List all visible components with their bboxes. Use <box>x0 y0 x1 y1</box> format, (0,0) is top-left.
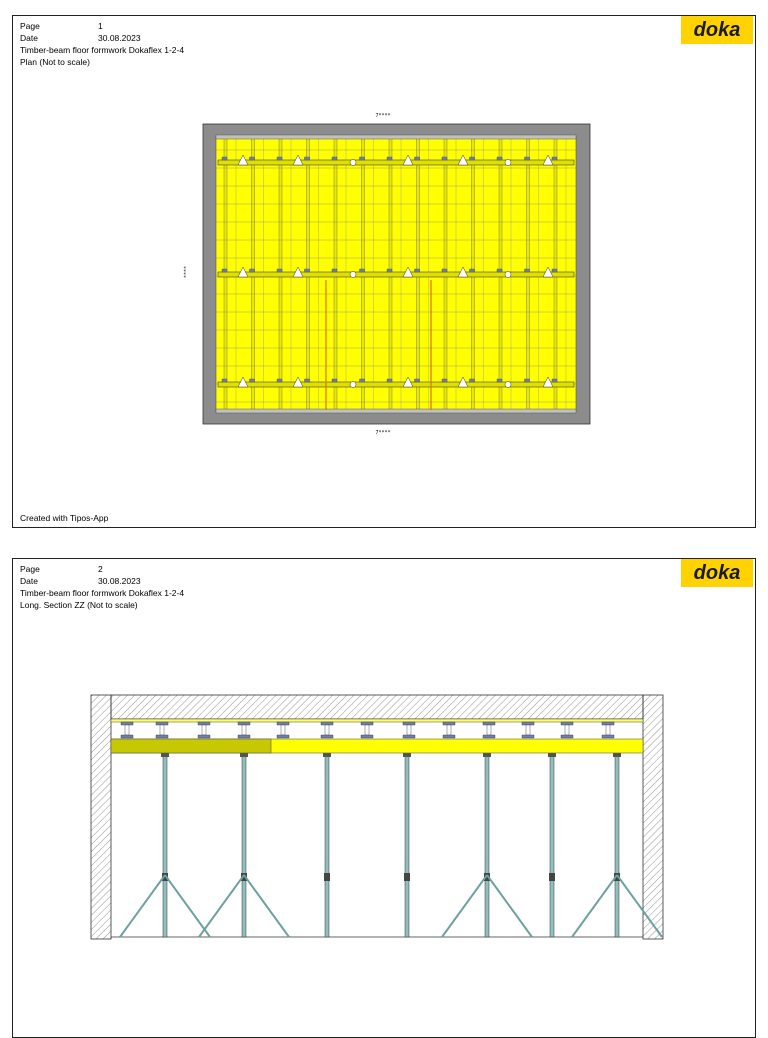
prop-head <box>161 753 169 757</box>
right-wall <box>643 695 663 939</box>
view-title: Long. Section ZZ (Not to scale) <box>20 600 138 610</box>
beam-web <box>242 725 246 735</box>
beam-flange <box>277 735 289 738</box>
beam-flange <box>321 735 333 738</box>
tripod-leg <box>120 875 165 937</box>
beam-web <box>565 725 569 735</box>
beam-web <box>526 725 530 735</box>
prop-head <box>548 753 556 757</box>
tripod-leg <box>199 875 244 937</box>
beam-flange <box>403 722 415 725</box>
dim-mark-bottom: 7**** <box>375 430 391 436</box>
beam-clamp <box>277 379 282 382</box>
beam-clamp <box>525 269 530 272</box>
beam-clamp <box>552 269 557 272</box>
tripod-leg <box>487 875 532 937</box>
beam-web <box>160 725 164 735</box>
main-beam-section <box>111 739 271 753</box>
floor-prop <box>405 755 409 937</box>
beam-clamp <box>497 269 502 272</box>
beam-flange <box>403 735 415 738</box>
beam-web <box>202 725 206 735</box>
prop-head <box>323 753 331 757</box>
beam-clamp <box>470 379 475 382</box>
beam-web <box>606 725 610 735</box>
beam-clamp <box>387 379 392 382</box>
beam-clamp <box>470 157 475 160</box>
beam-clamp <box>360 157 365 160</box>
formwork-sheet <box>111 719 643 722</box>
beam-clamp <box>250 379 255 382</box>
beam-clamp <box>497 379 502 382</box>
main-beam-row <box>218 160 574 165</box>
beam-flange <box>361 722 373 725</box>
beam-clamp <box>442 379 447 382</box>
beam-clamp <box>332 379 337 382</box>
beam-clamp <box>250 157 255 160</box>
beam-clamp <box>442 269 447 272</box>
date-value: 30.08.2023 <box>98 576 141 586</box>
beam-clamp <box>222 379 227 382</box>
doka-logo <box>681 559 753 587</box>
prop-head <box>505 160 511 166</box>
beam-flange <box>483 722 495 725</box>
prop-head <box>403 753 411 757</box>
doka-logo <box>681 16 753 44</box>
beam-flange <box>602 735 614 738</box>
beam-flange <box>561 735 573 738</box>
beam-clamp <box>415 269 420 272</box>
beam-web <box>281 725 285 735</box>
edge-beam-top <box>216 135 576 139</box>
beam-web <box>125 725 129 735</box>
floor-prop <box>615 755 619 937</box>
beam-clamp <box>332 157 337 160</box>
beam-clamp <box>387 157 392 160</box>
beam-flange <box>156 735 168 738</box>
prop-head <box>240 753 248 757</box>
prop-head <box>505 272 511 278</box>
beam-clamp <box>332 269 337 272</box>
page-2-sheet <box>12 558 756 1038</box>
beam-web <box>487 725 491 735</box>
beam-clamp <box>525 379 530 382</box>
floor-prop <box>325 755 329 937</box>
beam-flange <box>321 722 333 725</box>
prop-clamp <box>404 873 410 881</box>
page-label: Page <box>20 21 40 31</box>
prop-head <box>350 272 356 278</box>
beam-flange <box>198 722 210 725</box>
date-label: Date <box>20 576 38 586</box>
beam-clamp <box>305 269 310 272</box>
tripod-leg <box>244 875 289 937</box>
beam-clamp <box>387 269 392 272</box>
main-beam-row <box>218 272 574 277</box>
beam-clamp <box>360 379 365 382</box>
main-beam-row <box>218 382 574 387</box>
beam-clamp <box>360 269 365 272</box>
beam-clamp <box>442 157 447 160</box>
beam-flange <box>277 722 289 725</box>
plan-drawing <box>178 110 578 450</box>
page-1-header <box>20 20 184 68</box>
floor-prop <box>163 755 167 937</box>
beam-flange <box>483 735 495 738</box>
beam-clamp <box>552 379 557 382</box>
beam-flange <box>238 722 250 725</box>
logo-text: doka <box>693 19 741 41</box>
section-drawing <box>87 693 683 943</box>
beam-flange <box>198 735 210 738</box>
beam-web <box>407 725 411 735</box>
left-wall <box>91 695 111 939</box>
floor-prop <box>550 755 554 937</box>
dim-mark-left: **** <box>180 265 186 279</box>
date-label: Date <box>20 33 38 43</box>
beam-web <box>365 725 369 735</box>
page-number: 2 <box>98 564 103 574</box>
beam-flange <box>522 735 534 738</box>
props-group <box>120 722 662 937</box>
page-label: Page <box>20 564 40 574</box>
tripod-leg <box>165 875 210 937</box>
prop-clamp <box>549 873 555 881</box>
beam-flange <box>561 722 573 725</box>
floor-prop <box>242 755 246 937</box>
beam-clamp <box>497 157 502 160</box>
beam-clamp <box>277 269 282 272</box>
logo-text: doka <box>693 562 741 584</box>
beam-clamp <box>222 157 227 160</box>
beam-flange <box>522 722 534 725</box>
beam-clamp <box>415 379 420 382</box>
tripod-leg <box>572 875 617 937</box>
prop-head <box>613 753 621 757</box>
beam-flange <box>443 735 455 738</box>
prop-head <box>350 160 356 166</box>
project-title: Timber-beam floor formwork Dokaflex 1-2-4 <box>20 45 185 55</box>
beam-flange <box>443 722 455 725</box>
footer-note: Created with Tipos-App <box>20 513 109 523</box>
beam-flange <box>121 735 133 738</box>
view-title: Plan (Not to scale) <box>20 57 90 67</box>
beam-clamp <box>305 379 310 382</box>
beam-clamp <box>277 157 282 160</box>
beam-flange <box>361 735 373 738</box>
prop-clamp <box>324 873 330 881</box>
floor-prop <box>485 755 489 937</box>
beam-clamp <box>525 157 530 160</box>
beam-web <box>325 725 329 735</box>
page-number: 1 <box>98 21 103 31</box>
beam-flange <box>156 722 168 725</box>
beam-web <box>447 725 451 735</box>
project-title: Timber-beam floor formwork Dokaflex 1-2-4 <box>20 588 185 598</box>
beam-clamp <box>250 269 255 272</box>
beam-clamp <box>305 157 310 160</box>
beam-clamp <box>470 269 475 272</box>
dim-mark-top: 7**** <box>375 113 391 119</box>
page-2-header <box>20 563 184 611</box>
date-value: 30.08.2023 <box>98 33 141 43</box>
beam-clamp <box>552 157 557 160</box>
beam-clamp <box>222 269 227 272</box>
beam-clamp <box>415 157 420 160</box>
beam-flange <box>121 722 133 725</box>
prop-head <box>483 753 491 757</box>
prop-head <box>350 382 356 388</box>
tripod-leg <box>442 875 487 937</box>
prop-head <box>505 382 511 388</box>
edge-beam-bottom <box>216 409 576 413</box>
beam-flange <box>238 735 250 738</box>
beam-flange <box>602 722 614 725</box>
page-1-sheet <box>12 15 756 528</box>
concrete-slab <box>111 695 643 719</box>
